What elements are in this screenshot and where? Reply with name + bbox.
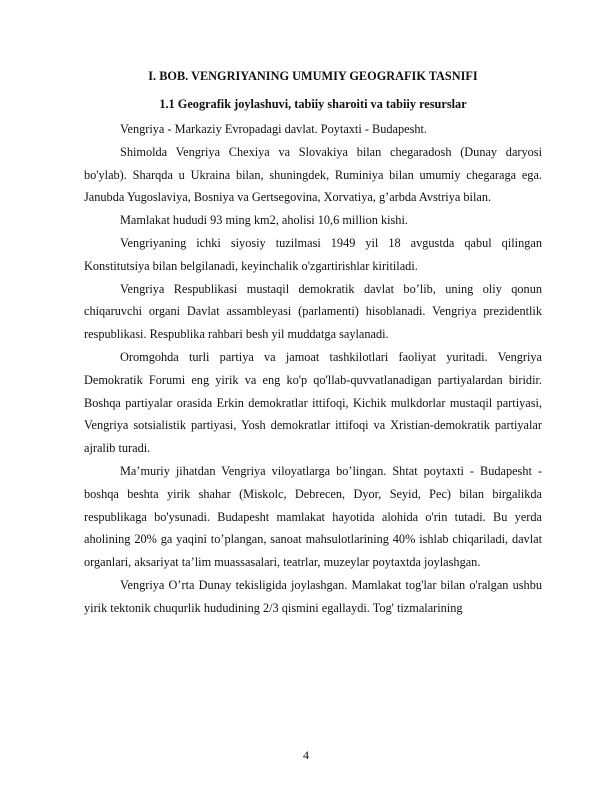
paragraph-administration: Ma’muriy jihatdan Vengriya viloyatlarga bo’lingan. Shtat poytaxti - Budapesht - boshqa beshta yirik shahar (Miskolc, Debrecen, Dyor, Seyid, Pec) bilan birgalikda respublikaga bo'ysunadi. Budapesht mamlakat hayotida alohida o'rin tutadi. Bu yerda aholining 20% ga yaqini to’plangan, sanoat mahsulotlarining 40% ishlab chiqariladi, davlat organlari, aksariyat ta’lim muassasalari, teatrlar, muzeylar poytaxtda joylashgan.	[84, 463, 542, 570]
paragraph-constitution: Vengriyaning ichki siyosiy tuzilmasi 1949 yil 18 avgustda qabul qilingan Konstitutsiya bilan belgilanadi, keyinchalik o'zgartirishlar kiritiladi.	[84, 235, 542, 273]
page-number: 4	[303, 748, 309, 762]
paragraph-intro: Vengriya - Markaziy Evropadagi davlat. Poytaxti - Budapesht.	[120, 122, 427, 136]
document-page	[84, 60, 542, 620]
paragraph-government: Vengriya Respublikasi mustaqil demokratik davlat bo’lib, uning oliy qonun chiqaruvchi organi Davlat assambleyasi (parlamenti) hisoblanadi. Vengriya prezidentlik respublikasi. Respublika rahbari besh yil muddatga saylanadi.	[84, 281, 542, 342]
paragraph-borders: Shimolda Vengriya Chexiya va Slovakiya bilan chegaradosh (Dunay daryosi bo'ylab). Sharqda u Ukraina bilan, shuningdek, Ruminiya bilan umumiy chegaraga ega. Janubda Yugoslaviya, Bosniya va Gertsegovina, Xorvatiya, g’arbda Avstriya bilan.	[84, 144, 542, 205]
paragraph-parties: Oromgohda turli partiya va jamoat tashkilotlari faoliyat yuritadi. Vengriya Demokratik Forumi eng yirik va eng ko'p qo'llab-quvvatlanadigan partiyalardan biridir. Boshqa partiyalar orasida Erkin demokratlar ittifoqi, Kichik mulkdorlar mustaqil partiyasi, Vengriya sotsialistik partiyasi, Yosh demokratlar ittifoqi va Xristian-demokratik partiyalar ajralib turadi.	[84, 349, 542, 456]
paragraph-area-population: Mamlakat hududi 93 ming km2, aholisi 10,6 million kishi.	[120, 213, 408, 228]
chapter-title: I. BOB. VENGRIYANING UMUMIY GEOGRAFIK TASNIFI	[148, 69, 478, 83]
section-title: 1.1 Geografik joylashuvi, tabiiy sharoiti va tabiiy resurslar	[159, 97, 467, 111]
paragraph-geography: Vengriya O’rta Dunay tekisligida joylashgan. Mamlakat tog'lar bilan o'ralgan ushbu yirik tektonik chuqurlik hududining 2/3 qismini egallaydi. Tog' tizmalarining	[84, 577, 542, 615]
